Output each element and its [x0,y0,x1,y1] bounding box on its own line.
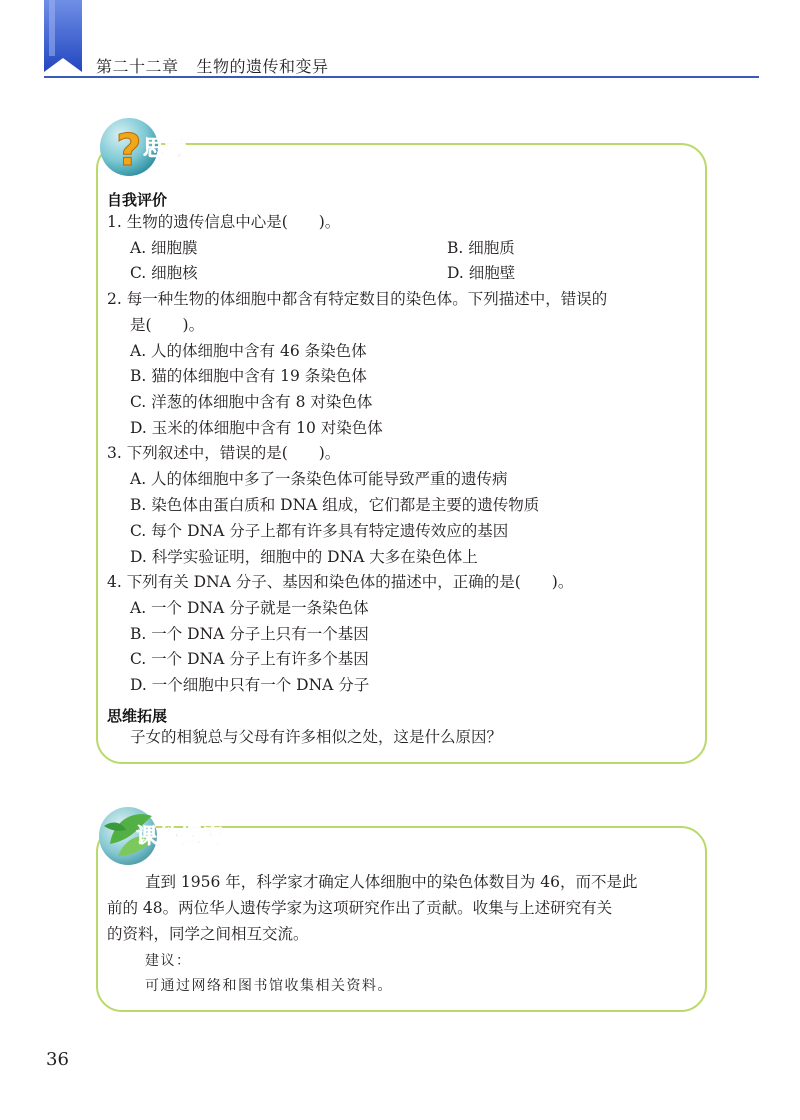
chapter-title [96,54,329,77]
explore-paragraph-line-3: 的资料，同学之间相互交流。 [107,925,309,943]
question-3-option-b: B. 染色体由蛋白质和 DNA 组成，它们都是主要的遗传物质 [130,496,540,514]
extension-text: 子女的相貌总与父母有许多相似之处，这是什么原因？ [130,728,503,746]
question-1-option-d: D. 细胞壁 [447,264,516,282]
explore-paragraph-line-1: 直到 1956 年，科学家才确定人体细胞中的染色体数目为 46，而不是此 [145,873,638,891]
question-4-option-c: C. 一个 DNA 分子上有许多个基因 [130,650,369,668]
question-4-stem: 4. 下列有关 DNA 分子、基因和染色体的描述中，正确的是( )。 [107,573,574,591]
question-2-stem-cont: 是( )。 [130,316,205,334]
question-4-option-b: B. 一个 DNA 分子上只有一个基因 [130,625,369,643]
suggestion-label: 建议： [145,953,192,969]
question-1-option-a: A. 细胞膜 [130,239,198,257]
question-1-option-c: C. 细胞核 [130,264,198,282]
chapter-number: 第二十二章 [96,57,179,76]
svg-text:?: ? [116,125,142,176]
think-badge-label: 思考 [143,136,187,160]
question-2-option-d: D. 玉米的体细胞中含有 10 对染色体 [130,419,383,437]
question-1-stem: 1. 生物的遗传信息中心是( )。 [107,213,341,231]
chapter-bookmark [44,0,82,72]
question-3-stem: 3. 下列叙述中，错误的是( )。 [107,444,341,462]
question-3-option-a: A. 人的体细胞中多了一条染色体可能导致严重的遗传病 [130,470,508,488]
self-eval-heading: 自我评价 [107,191,168,209]
header-rule [44,76,759,78]
question-2-stem: 2. 每一种生物的体细胞中都含有特定数目的染色体。下列描述中，错误的 [107,290,608,308]
think-badge [97,110,227,182]
question-1-option-b: B. 细胞质 [447,239,515,257]
explore-badge [96,796,266,874]
page-number: 36 [46,1049,69,1070]
suggestion-text: 可通过网络和图书馆收集相关资料。 [145,978,393,994]
question-2-option-b: B. 猫的体细胞中含有 19 条染色体 [130,367,367,385]
question-4-option-d: D. 一个细胞中只有一个 DNA 分子 [130,676,370,694]
explore-badge-label: 课外探究 [136,824,224,848]
question-2-option-a: A. 人的体细胞中含有 46 条染色体 [130,342,367,360]
explore-paragraph-line-2: 前的 48。两位华人遗传学家为这项研究作出了贡献。收集与上述研究有关 [107,899,613,917]
extension-heading: 思维拓展 [107,707,168,725]
question-4-option-a: A. 一个 DNA 分子就是一条染色体 [130,599,369,617]
question-2-option-c: C. 洋葱的体细胞中含有 8 对染色体 [130,393,373,411]
question-3-option-d: D. 科学实验证明，细胞中的 DNA 大多在染色体上 [130,548,478,566]
chapter-name: 生物的遗传和变异 [196,57,329,76]
question-3-option-c: C. 每个 DNA 分子上都有许多具有特定遗传效应的基因 [130,522,509,540]
